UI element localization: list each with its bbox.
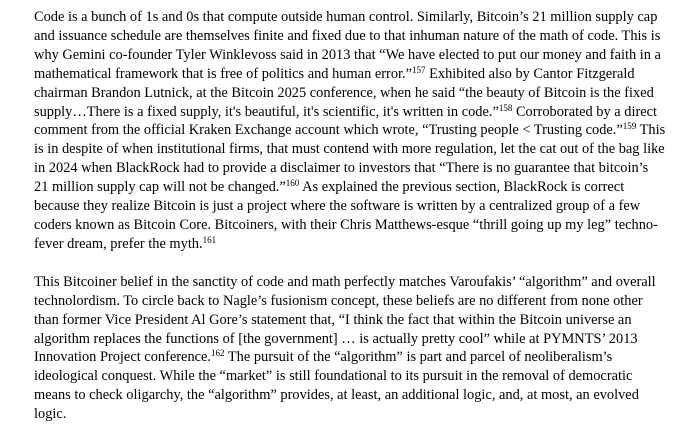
paragraph-text: Exhibited also by Cantor Fitzgerald chairman Brandon Lutnick, at the Bitcoin 2025 conference, when he said “the beauty of Bitcoin is the fixed supply…There is a fixed supply, it's beautiful, it's scientific, it's written in code.” — [34, 65, 654, 120]
paragraph-text: As explained the previous section, BlackRock is correct because they realize Bitcoin is just a project where the software is written by a centralized group of a few coders known as Bitcoin Core. Bitcoiners, with their Chris Matthews-esque “thrill going up my leg” techno-fever dream, prefer the myth. — [34, 179, 658, 252]
paragraph-text: Code is a bunch of 1s and 0s that compute outside human control. Similarly, Bitcoin’s 21 million supply cap and issuance schedule are themselves finite and fixed due to that inhuman nature of the math of code. This is why Gemini co-founder Tyler Winklevoss said in 2013 that “We have elected to put our money and faith in a mathematical framework that is free of politics and human error.” — [34, 9, 661, 82]
document-page — [34, 8, 666, 424]
paragraph-text: This is in despite of when institutional firms, that must contend with more regulation, let the cat out of the bag like in 2024 when BlackRock had to provide a disclaimer to investors that “There is no guarantee that bitcoin’s 21 million supply cap will not be changed.” — [34, 122, 666, 196]
paragraph-text: Corroborated by a direct comment from the official Kraken Exchange account which wrote, “Trusting people < Trusting code.” — [34, 103, 658, 139]
footnote-marker: 162 — [211, 348, 225, 359]
footnote-marker: 161 — [202, 234, 217, 245]
footnote-marker: 158 — [498, 102, 513, 113]
footnote-marker: 159 — [622, 121, 637, 132]
footnote-marker: 157 — [412, 64, 426, 75]
paragraph — [34, 273, 666, 424]
paragraph-text: The pursuit of the “algorithm” is part and parcel of neoliberalism’s ideological conquest. While the “market” is still foundational to its pursuit in the removal of democratic means to check oligarchy, the “algorithm” provides, at least, an additional logic, and, at most, an evolved logic. — [34, 349, 639, 423]
footnote-marker: 160 — [285, 178, 300, 189]
paragraph-text: This Bitcoiner belief in the sanctity of code and math perfectly matches Varoufakis’ “algorithm” and overall technolordism. To circle back to Nagle’s fusionism concept, these beliefs are no different from none other than former Vice President Al Gore’s statement that, “I think the fact that within the Bitcoin universe an algorithm replaces the functions of [the government] … is actually pretty cool” while at PYMNTS’ 2013 Innovation Project conference. — [34, 273, 656, 366]
paragraph — [34, 8, 666, 254]
